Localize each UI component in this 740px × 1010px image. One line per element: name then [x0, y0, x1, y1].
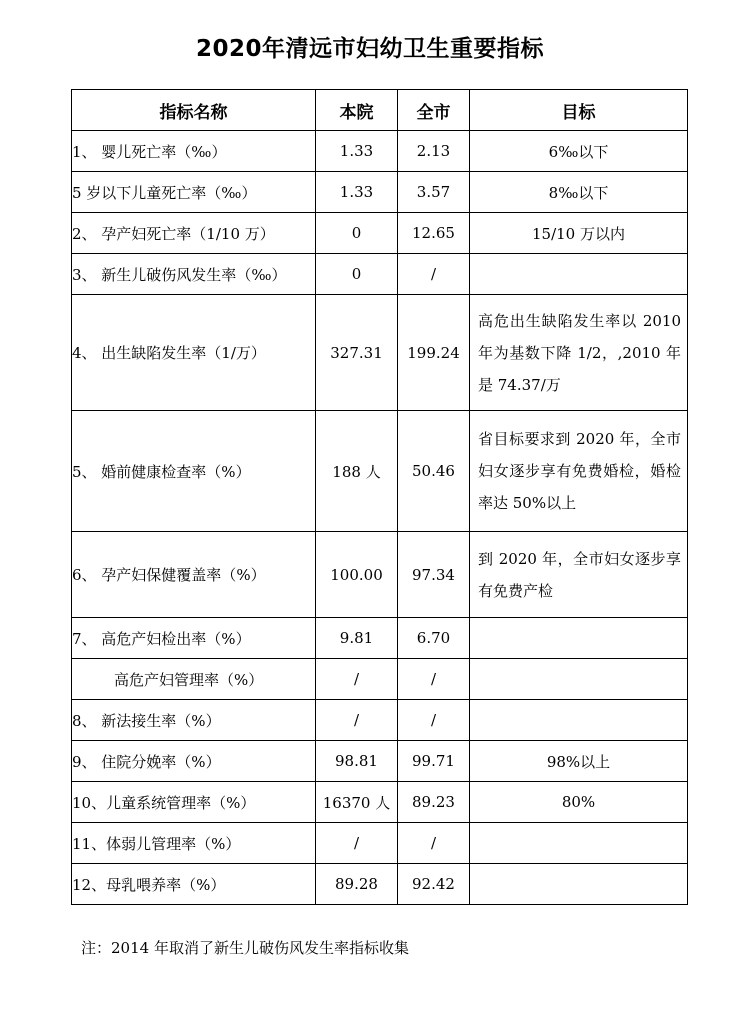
hospital-value: 0 [316, 213, 398, 254]
indicator-name: 7、 高危产妇检出率（%） [72, 618, 316, 659]
city-value: 99.71 [398, 741, 470, 782]
indicator-name: 12、母乳喂养率（%） [72, 864, 316, 905]
target-value: 到 2020 年，全市妇女逐步享有免费产检 [470, 532, 688, 618]
indicator-name: 6、 孕产妇保健覆盖率（%） [72, 532, 316, 618]
target-value: 6‰以下 [470, 131, 688, 172]
table-row [72, 659, 688, 700]
table-row [72, 782, 688, 823]
table-row [72, 618, 688, 659]
table-row [72, 411, 688, 532]
header-hospital: 本院 [316, 90, 398, 131]
city-value: 2.13 [398, 131, 470, 172]
hospital-value: 1.33 [316, 172, 398, 213]
city-value: / [398, 700, 470, 741]
city-value: / [398, 254, 470, 295]
indicator-name: 5、 婚前健康检查率（%） [72, 411, 316, 532]
target-value [470, 700, 688, 741]
table-row [72, 213, 688, 254]
target-value: 80% [470, 782, 688, 823]
hospital-value: 188 人 [316, 411, 398, 532]
table-row [72, 532, 688, 618]
hospital-value: / [316, 700, 398, 741]
target-value [470, 864, 688, 905]
city-value: 6.70 [398, 618, 470, 659]
page-title: 2020年清远市妇幼卫生重要指标 [195, 36, 544, 62]
indicator-name: 8、 新法接生率（%） [72, 700, 316, 741]
header-indicator-name: 指标名称 [72, 90, 316, 131]
city-value: / [398, 659, 470, 700]
table-row [72, 172, 688, 213]
city-value: 199.24 [398, 295, 470, 411]
city-value: 12.65 [398, 213, 470, 254]
hospital-value: 89.28 [316, 864, 398, 905]
target-value: 15/10 万以内 [470, 213, 688, 254]
indicator-name: 4、 出生缺陷发生率（1/万） [72, 295, 316, 411]
city-value: / [398, 823, 470, 864]
hospital-value: / [316, 659, 398, 700]
indicator-name: 2、 孕产妇死亡率（1/10 万） [72, 213, 316, 254]
header-target: 目标 [470, 90, 688, 131]
target-value [470, 823, 688, 864]
target-value: 高危出生缺陷发生率以 2010 年为基数下降 1/2，,2010 年是 74.37/万 [470, 295, 688, 411]
city-value: 97.34 [398, 532, 470, 618]
header-city: 全市 [398, 90, 470, 131]
indicator-name: 高危产妇管理率（%） [72, 659, 316, 700]
table-row [72, 864, 688, 905]
target-value [470, 618, 688, 659]
target-value [470, 254, 688, 295]
indicator-name: 11、体弱儿管理率（%） [72, 823, 316, 864]
target-value [470, 659, 688, 700]
table-row [72, 741, 688, 782]
hospital-value: / [316, 823, 398, 864]
city-value: 3.57 [398, 172, 470, 213]
hospital-value: 100.00 [316, 532, 398, 618]
hospital-value: 9.81 [316, 618, 398, 659]
hospital-value: 1.33 [316, 131, 398, 172]
table-row [72, 295, 688, 411]
target-value: 省目标要求到 2020 年，全市妇女逐步享有免费婚检，婚检率达 50%以上 [470, 411, 688, 532]
hospital-value: 0 [316, 254, 398, 295]
table-row [72, 131, 688, 172]
target-value: 8‰以下 [470, 172, 688, 213]
hospital-value: 98.81 [316, 741, 398, 782]
table-row [72, 700, 688, 741]
indicator-name: 3、 新生儿破伤风发生率（‰） [72, 254, 316, 295]
city-value: 89.23 [398, 782, 470, 823]
hospital-value: 327.31 [316, 295, 398, 411]
target-value: 98%以上 [470, 741, 688, 782]
indicator-name: 5 岁以下儿童死亡率（‰） [72, 172, 316, 213]
footnote: 注：2014 年取消了新生儿破伤风发生率指标收集 [81, 939, 409, 957]
hospital-value: 16370 人 [316, 782, 398, 823]
indicator-name: 9、 住院分娩率（%） [72, 741, 316, 782]
indicator-name: 1、 婴儿死亡率（‰） [72, 131, 316, 172]
table-row [72, 254, 688, 295]
city-value: 92.42 [398, 864, 470, 905]
indicator-name: 10、儿童系统管理率（%） [72, 782, 316, 823]
table-header-row [72, 90, 688, 131]
city-value: 50.46 [398, 411, 470, 532]
table-row [72, 823, 688, 864]
indicators-table [71, 89, 688, 905]
